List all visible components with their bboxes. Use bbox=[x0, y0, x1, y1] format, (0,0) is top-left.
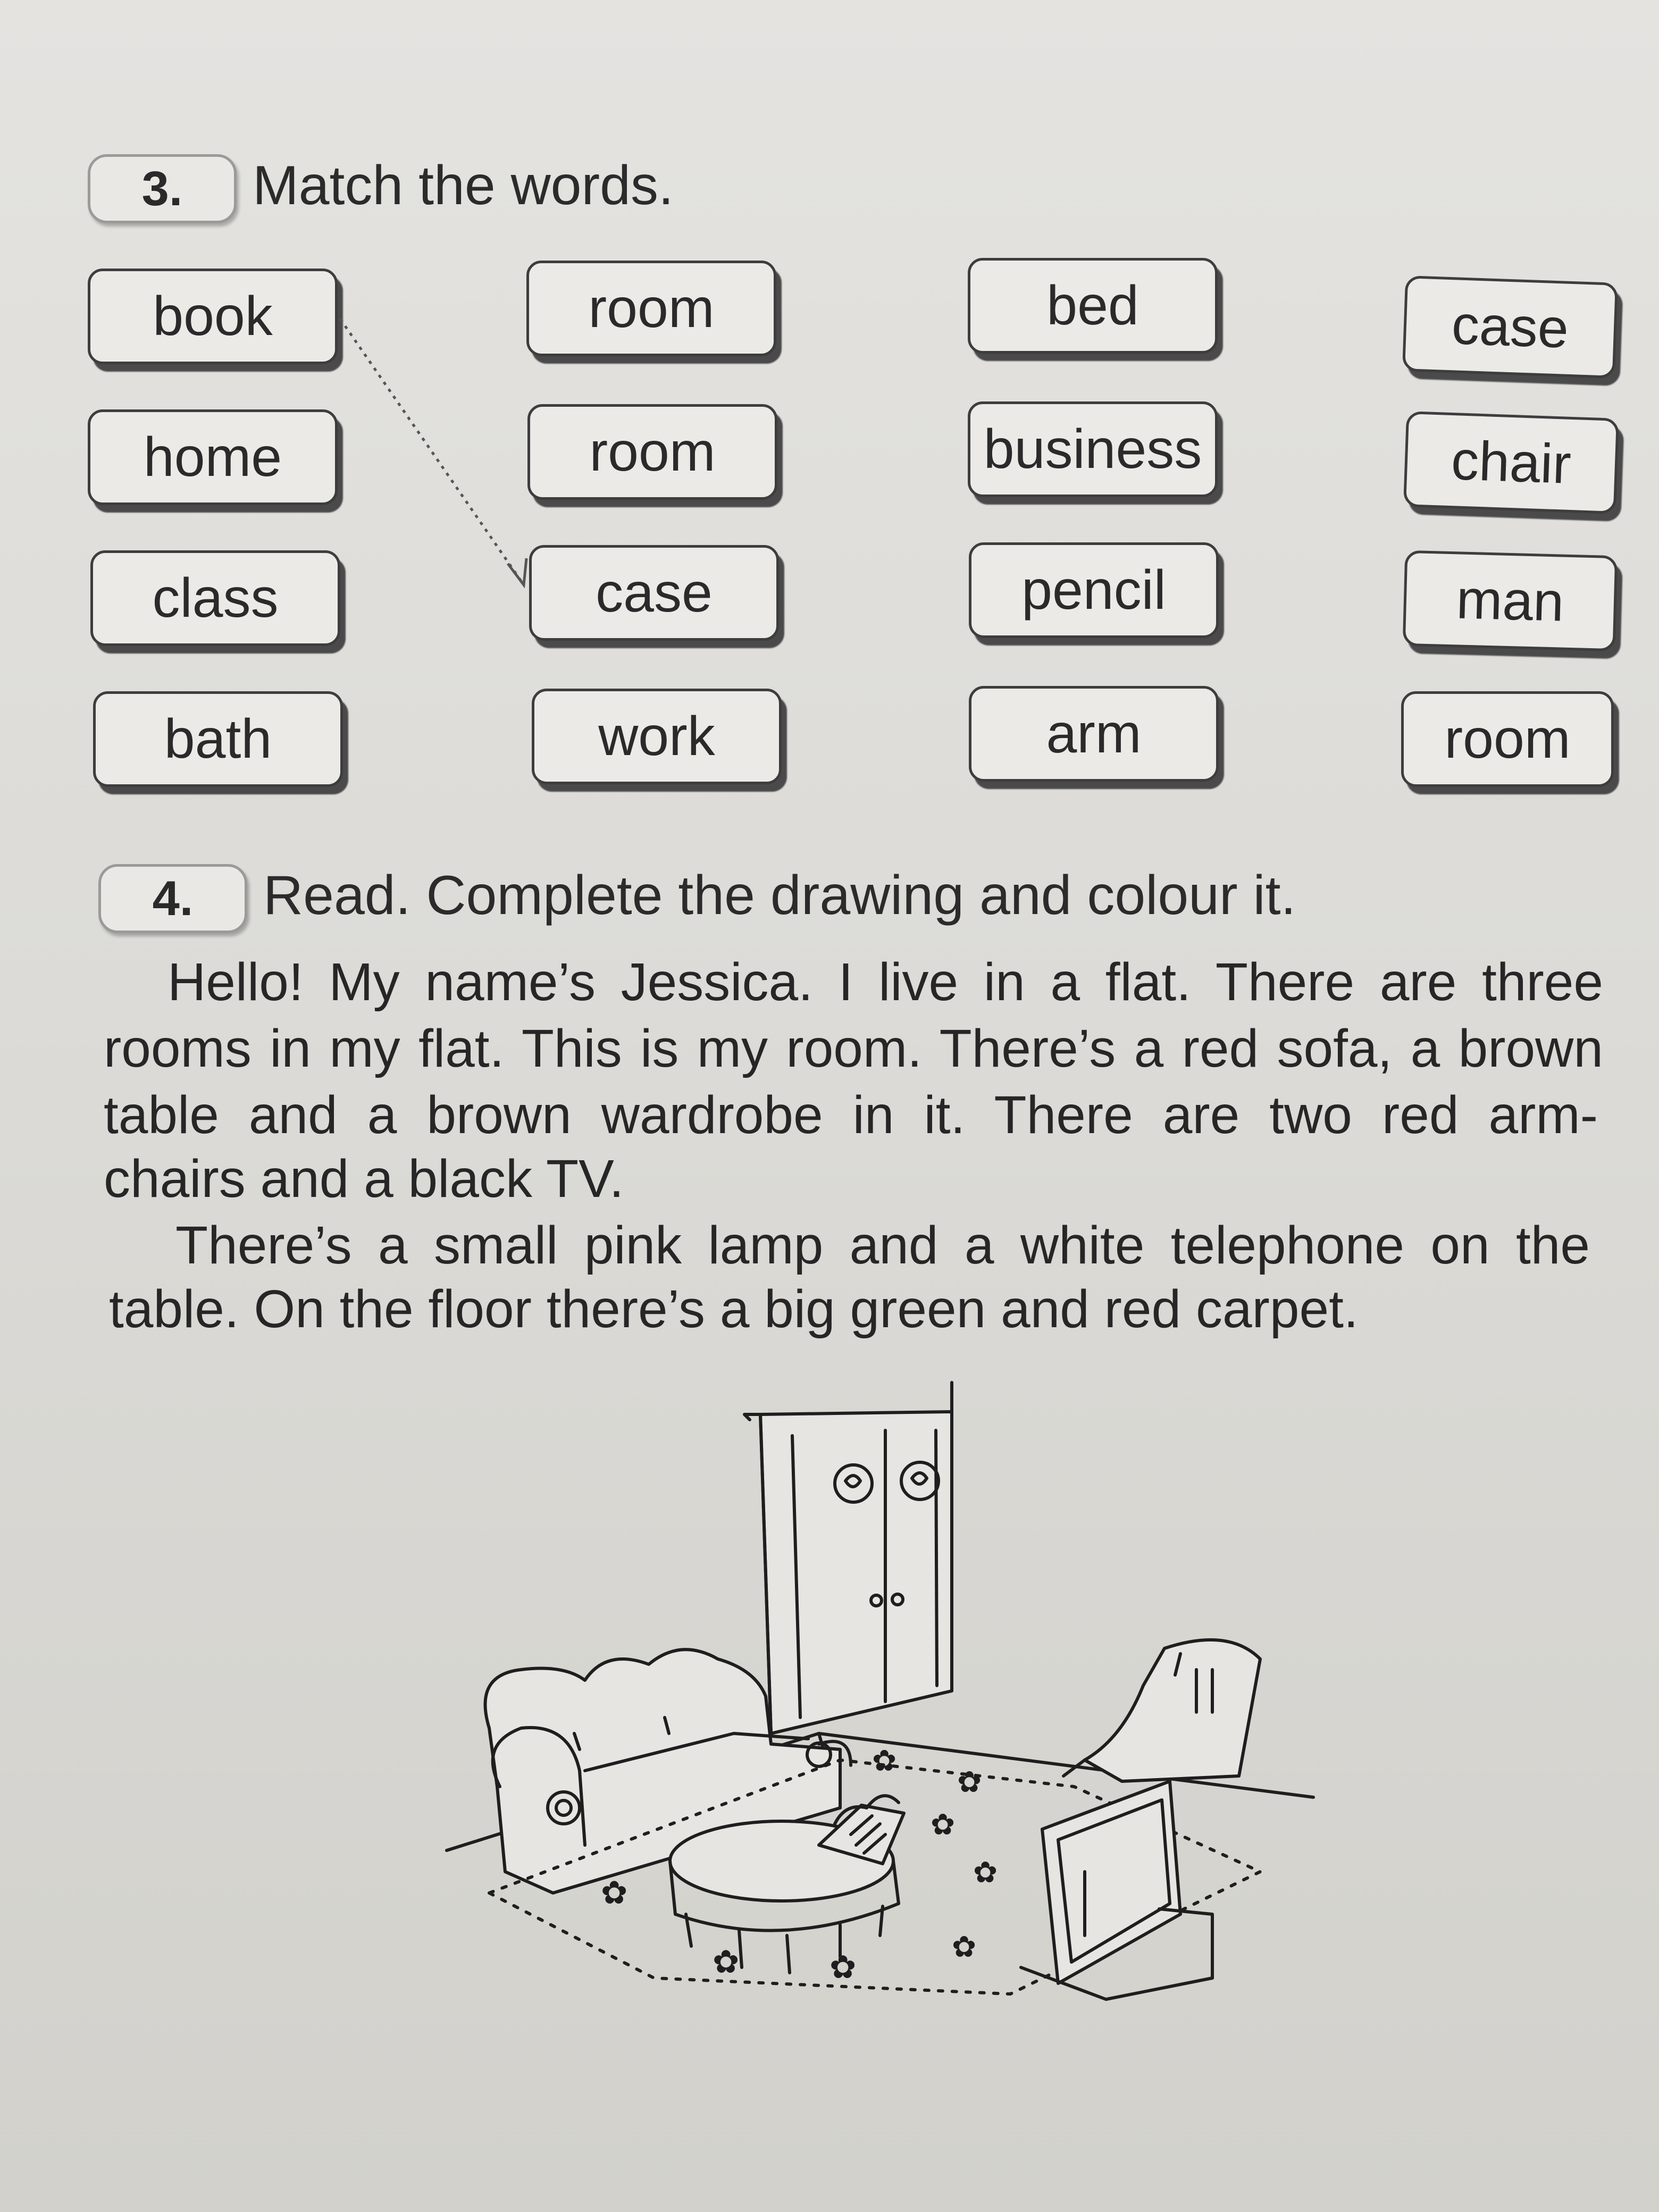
word-box-col1-row2[interactable]: home bbox=[88, 409, 338, 505]
word-box-col4-row2[interactable]: chair bbox=[1403, 411, 1619, 514]
word-box-col2-row2[interactable]: room bbox=[527, 404, 777, 500]
svg-text:✿: ✿ bbox=[830, 1949, 857, 1985]
word-box-col4-row3[interactable]: man bbox=[1403, 550, 1618, 651]
word-box-col2-row4[interactable]: work bbox=[532, 689, 782, 784]
svg-text:✿: ✿ bbox=[931, 1808, 956, 1841]
svg-text:✿: ✿ bbox=[973, 1856, 998, 1889]
word-box-col2-row3[interactable]: case bbox=[529, 545, 779, 641]
reading-line-6: table. On the floor there’s a big green and red carpet. bbox=[109, 1279, 1359, 1339]
word-box-col4-row1[interactable]: case bbox=[1402, 275, 1618, 379]
wardrobe-drawing bbox=[744, 1382, 952, 1733]
armchair-drawing bbox=[1063, 1640, 1260, 1781]
svg-text:✿: ✿ bbox=[952, 1930, 977, 1963]
word-box-col3-row1[interactable]: bed bbox=[968, 258, 1218, 354]
word-box-col1-row4[interactable]: bath bbox=[93, 691, 343, 787]
exercise-4-number-text: 4. bbox=[152, 871, 194, 926]
exercise-3-number-text: 3. bbox=[141, 161, 183, 216]
word-box-col3-row3[interactable]: pencil bbox=[969, 542, 1219, 638]
reading-line-1: Hello! My name’s Jessica. I live in a flat. There are three bbox=[167, 952, 1603, 1012]
svg-text:✿: ✿ bbox=[713, 1944, 740, 1980]
reading-line-5: There’s a small pink lamp and a white telephone on the bbox=[175, 1216, 1590, 1275]
exercise-3-instruction: Match the words. bbox=[253, 155, 674, 216]
reading-line-2: rooms in my flat. This is my room. There’s a red sofa, a brown bbox=[104, 1019, 1603, 1078]
word-box-col1-row3[interactable]: class bbox=[90, 550, 340, 646]
word-box-col4-row4[interactable]: room bbox=[1401, 691, 1614, 787]
word-box-col3-row4[interactable]: arm bbox=[969, 686, 1219, 782]
svg-text:✿: ✿ bbox=[957, 1765, 982, 1798]
reading-line-4: chairs and a black TV. bbox=[104, 1149, 624, 1209]
word-box-col3-row2[interactable]: business bbox=[968, 401, 1218, 497]
svg-text:✿: ✿ bbox=[872, 1744, 897, 1777]
word-box-col1-row1[interactable]: book bbox=[88, 269, 338, 364]
svg-text:✿: ✿ bbox=[601, 1875, 628, 1911]
exercise-4-instruction: Read. Complete the drawing and colour it. bbox=[263, 865, 1296, 926]
tv-drawing bbox=[1021, 1781, 1212, 1999]
word-box-col2-row1[interactable]: room bbox=[526, 261, 776, 356]
reading-line-3: table and a brown wardrobe in it. There are two red arm- bbox=[104, 1085, 1598, 1145]
